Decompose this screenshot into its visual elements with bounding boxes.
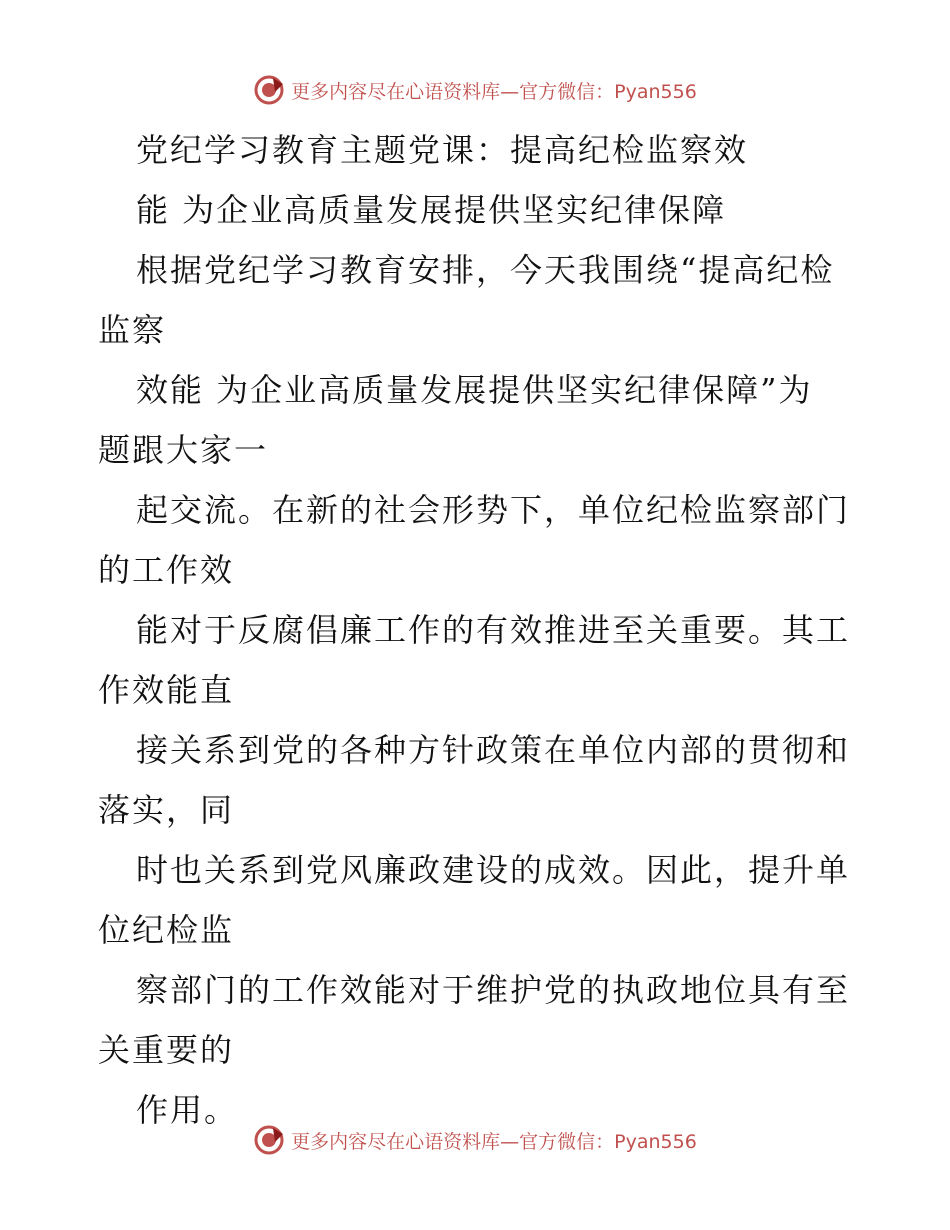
document-line: 接关系到党的各种方针政策在单位内部的贯彻和 [136,731,851,769]
document-line: 时也关系到党风廉政建设的成效。因此，提升单 [136,851,851,889]
document-line: 监察 [98,311,167,349]
footer-banner [0,1120,950,1160]
document-line: 党纪学习教育主题党课：提高纪检监察效 [136,131,749,169]
footer-banner-inner [253,1124,697,1156]
seal-logo-icon [253,1124,285,1156]
header-banner-text: 更多内容尽在心语资料库—官方微信：Pyan556 [291,80,697,103]
footer-banner-text: 更多内容尽在心语资料库—官方微信：Pyan556 [291,1130,697,1153]
document-line: 效能 为企业高质量发展提供坚实纪律保障”为 [136,371,813,409]
document-line: 关重要的 [98,1031,235,1069]
document-body [98,120,858,1140]
document-line: 能 为企业高质量发展提供坚实纪律保障 [136,191,727,229]
document-line: 作用。 [136,1091,239,1129]
document-line: 能对于反腐倡廉工作的有效推进至关重要。其工 [136,611,851,649]
document-line: 题跟大家一 [98,431,269,469]
document-line: 位纪检监 [98,911,235,949]
document-line: 察部门的工作效能对于维护党的执政地位具有至 [136,971,851,1009]
document-line: 落实，同 [98,791,235,829]
header-banner [0,70,950,110]
document-line: 根据党纪学习教育安排，今天我围绕“提高纪检 [136,251,835,289]
document-line: 的工作效 [98,551,235,589]
document-line: 起交流。在新的社会形势下，单位纪检监察部门 [136,491,851,529]
document-line: 作效能直 [98,671,235,709]
seal-logo-icon [253,74,285,106]
header-banner-inner [253,74,697,106]
